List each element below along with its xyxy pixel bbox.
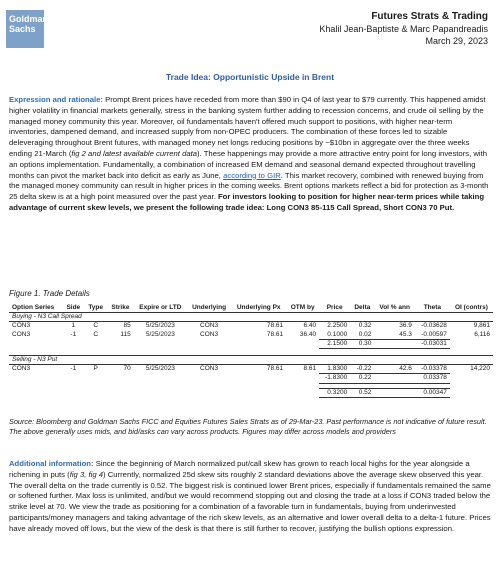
cell: 9,861 (473, 322, 490, 330)
cell: 78.61 (266, 330, 284, 338)
col-price: Price (319, 304, 350, 313)
col-side: Side (62, 304, 84, 313)
cell: 85 (123, 322, 131, 330)
selling-total-row (9, 374, 493, 383)
col-option-series: Option Series (9, 304, 62, 313)
total-price: -1.8300 (319, 374, 350, 383)
cell: -0.00597 (421, 330, 447, 338)
cell: -0.03378 (421, 365, 447, 373)
cell: 115 (120, 330, 131, 338)
total-delta: 0.22 (350, 374, 374, 383)
col-type: Type (84, 304, 107, 313)
cell: P (93, 365, 98, 373)
cell: CON3 (200, 322, 219, 330)
grand-total-delta: 0.52 (350, 388, 374, 397)
cell: 70 (123, 365, 131, 373)
cell: CON3 (200, 330, 219, 338)
p2-text-2: ) Currently, normalized 25d skew sits roughly 2 standard deviations above the average skew observed this year. The overall delta on the trade currently is 0.52. The biggest risk is continued lower Brent prices, especially if fundamentals remained the same or softened further. Max loss is unlimited, and/but we would recommend stopping out and closing the trade at a loss if CON3 traded below the strike level at 70. We view the trade as positioning for a combination of a favorable turn in fundamentals, buying from underinvested participants/money managers and taking advantage of the rich skew levels, as an alternative and lower overall delta to a delta-1 future. Prices have already moved off lows, but the view of the desk is that there is still further to recover, justifying the bullish options expression. (9, 469, 491, 533)
cell: 36.9 (399, 322, 412, 330)
header-date: March 29, 2023 (425, 36, 488, 46)
cell: 5/25/2023 (145, 322, 175, 330)
cell: 14,220 (470, 365, 490, 373)
p1-text-3: . This market recovery, combined with renewed buying from the managed money community can result in higher prices in the coming weeks. Brent options markets reflect a bid for protection as 3-month 25 delta skew is at a high point measured over the past year. (9, 170, 489, 202)
section-label: Buying - N3 Call Spread (9, 313, 493, 322)
source-note: Source: Bloomberg and Goldman Sachs FICC and Equities Futures Sales Strats as of 29-Mar-23. Past performance is not indicative of future result. The above generally uses mids, and bid/asks can vary across products. Figures may differ across models and providers (9, 417, 487, 436)
cell: 1 (71, 322, 76, 330)
col-theta: Theta (415, 304, 450, 313)
cell: 0.02 (358, 330, 372, 338)
cell: -1 (70, 365, 77, 373)
expression-rationale-paragraph (9, 95, 493, 214)
cell: 8.61 (303, 365, 317, 373)
p1-text-1: Prompt Brent prices have receded from more than $90 in Q4 of last year to $79 currently. This happened amidst higher volatility in financial markets generally, stress in the banking system further adding to recession concerns, and crude oil selling by the managed money community this year. Moreover, oil fundamentals haven't offered much support to positions, with higher near-term inventories, dampened demand, and increased supply from non-OPEC producers. The combination of these forces led to sizable deleveraging throughout Brent futures, with managed money net longs reducing positions by ~$10bn in aggregate over the three weeks ending 21-March ( (9, 95, 486, 158)
cell: 6,116 (474, 330, 490, 338)
table-row (9, 322, 493, 331)
total-theta: 0.03378 (415, 374, 450, 383)
col-underlying: Underlying (187, 304, 231, 313)
trade-details-table (9, 304, 493, 398)
cell: -0.03628 (421, 322, 447, 330)
cell: 42.6 (399, 365, 412, 373)
figure-caption: Figure 1. Trade Details (9, 289, 90, 298)
document-header (319, 11, 488, 47)
col-expire: Expire or LTD (134, 304, 187, 313)
cell: 1.8300 (327, 365, 348, 373)
cell: -1 (70, 330, 77, 338)
section-label: Selling - N3 Put (9, 356, 493, 365)
total-theta: -0.03031 (415, 339, 450, 348)
total-delta: 0.30 (350, 339, 374, 348)
goldman-sachs-logo: Goldman Sachs (6, 10, 44, 48)
col-strike: Strike (107, 304, 134, 313)
col-delta: Delta (350, 304, 374, 313)
cell: 78.61 (266, 365, 284, 373)
gir-link[interactable]: according to GIR (223, 170, 281, 180)
cell: 2.2500 (327, 322, 348, 330)
cell: 5/25/2023 (145, 330, 175, 338)
col-vol: Vol % ann (374, 304, 414, 313)
table-row (9, 331, 493, 340)
cell: CON3 (12, 365, 31, 373)
table-header-row (9, 304, 493, 313)
buying-total-row (9, 339, 493, 348)
p1-italic: fig 2 and latest available current data (71, 148, 198, 158)
cell: CON3 (12, 330, 31, 338)
p1-trade-idea: For investors looking to position for higher near-term prices while taking advantage of current skew levels, we present the following trade idea: Long CON3 85-115 Call Spread, Short CON3 70 Put. (9, 192, 485, 212)
p1-text-2: ). These happenings may provide a more attractive entry point for long investors, with an options implementation. Fundamentally, a combination of increased EM demand and seasonal demand expected throughout travelling months can pivot the market back into deficit as early as June, (9, 148, 488, 180)
section-row-buying (9, 313, 493, 322)
additional-information-paragraph (9, 459, 493, 535)
header-title: Futures Strats & Trading (371, 11, 488, 22)
p2-italic: fig 3, fig 4 (69, 469, 104, 479)
cell: -0.22 (356, 365, 372, 373)
document-title: Trade Idea: Opportunistic Upside in Brent (165, 72, 335, 82)
section-lead-additional: Additional information: (9, 459, 94, 468)
total-price: 2.1500 (319, 339, 350, 348)
cell: 78.61 (266, 322, 284, 330)
cell: CON3 (12, 322, 31, 330)
table-row (9, 365, 493, 374)
cell: 0.32 (358, 322, 372, 330)
grand-total-theta: 0.00347 (415, 388, 450, 397)
cell: CON3 (200, 365, 219, 373)
grand-total-price: 0.3200 (319, 388, 350, 397)
cell: 36.40 (299, 330, 317, 338)
cell: 5/25/2023 (145, 365, 175, 373)
section-lead-expression: Expression and rationale: (9, 95, 103, 104)
col-oi: OI (contrs) (450, 304, 493, 313)
col-underlying-px: Underlying Px (231, 304, 286, 313)
header-authors: Khalil Jean-Baptiste & Marc Papandreadis (319, 24, 488, 34)
cell: C (93, 322, 99, 330)
cell: 45.3 (399, 330, 412, 338)
cell: C (93, 330, 99, 338)
col-otm-by: OTM by (286, 304, 319, 313)
cell: 0.1000 (327, 330, 348, 338)
grand-total-row (9, 388, 493, 397)
section-row-selling (9, 356, 493, 365)
cell: 6.40 (303, 322, 317, 330)
p2-text-1: Since the beginning of March normalized put/call skew has grown to reach local highs for the year alongside a richening in puts ( (9, 459, 470, 479)
